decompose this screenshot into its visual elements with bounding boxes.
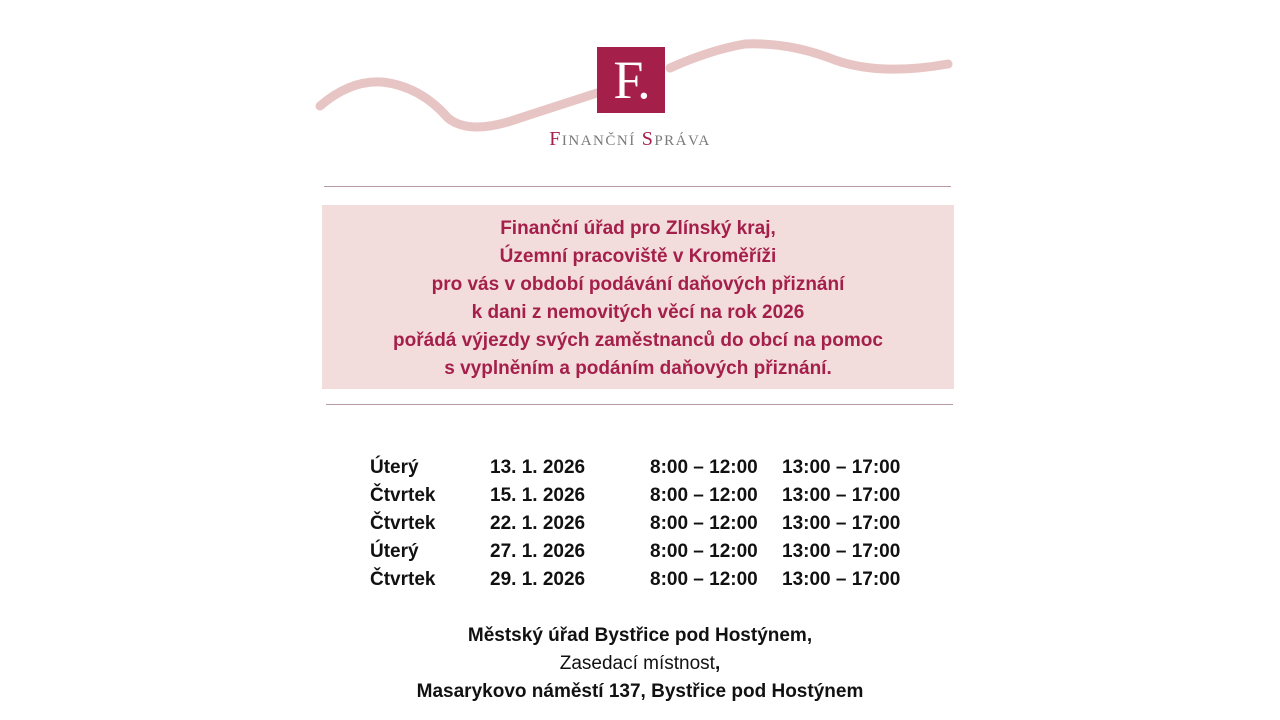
schedule-afternoon: 13:00 – 17:00 (782, 541, 901, 562)
schedule-row (370, 566, 900, 594)
org-name-initial-2: S (641, 128, 655, 150)
top-divider (324, 186, 951, 187)
location-block (340, 622, 940, 706)
schedule-morning: 8:00 – 12:00 (650, 541, 758, 562)
announcement-line: k dani z nemovitých věcí na rok 2026 (471, 302, 805, 323)
schedule-afternoon: 13:00 – 17:00 (782, 485, 901, 506)
schedule-day: Čtvrtek (370, 569, 436, 590)
schedule-morning: 8:00 – 12:00 (650, 569, 758, 590)
announcement-line: pořádá výjezdy svých zaměstnanců do obcí na pomoc (393, 330, 883, 351)
schedule-morning: 8:00 – 12:00 (650, 513, 758, 534)
schedule-row (370, 482, 900, 510)
location-address: Masarykovo náměstí 137, Bystřice pod Hostýnem (416, 681, 864, 702)
schedule-date: 22. 1. 2026 (490, 513, 586, 534)
schedule-date: 29. 1. 2026 (490, 569, 586, 590)
location-room-comma: , (714, 653, 721, 674)
logo-letter: F. (613, 50, 649, 110)
bottom-divider (326, 404, 953, 405)
schedule-afternoon: 13:00 – 17:00 (782, 569, 901, 590)
location-room: Zasedací místnost (559, 653, 715, 674)
org-name-word-1: INANČNÍ (561, 133, 636, 149)
organization-name (480, 128, 780, 151)
location-room-line (340, 650, 940, 678)
schedule-row (370, 510, 900, 538)
schedule-date: 15. 1. 2026 (490, 485, 586, 506)
financni-sprava-logo (597, 47, 665, 113)
schedule-date: 13. 1. 2026 (490, 457, 586, 478)
schedule-row (370, 538, 900, 566)
schedule-day: Úterý (370, 457, 419, 478)
schedule-morning: 8:00 – 12:00 (650, 485, 758, 506)
location-office: Městský úřad Bystřice pod Hostýnem, (467, 625, 813, 646)
schedule-day: Čtvrtek (370, 485, 436, 506)
schedule-day: Úterý (370, 541, 419, 562)
schedule-row (370, 454, 900, 482)
schedule-day: Čtvrtek (370, 513, 436, 534)
schedule-morning: 8:00 – 12:00 (650, 457, 758, 478)
announcement-line: s vyplněním a podáním daňových přiznání. (444, 358, 832, 379)
announcement-line: Územní pracoviště v Kroměříži (499, 246, 777, 267)
announcement-line: pro vás v období podávání daňových přiznání (431, 274, 845, 295)
schedule-afternoon: 13:00 – 17:00 (782, 457, 901, 478)
announcement-box (322, 205, 954, 389)
schedule-table (370, 454, 900, 594)
announcement-line: Finanční úřad pro Zlínský kraj, (500, 218, 776, 239)
schedule-afternoon: 13:00 – 17:00 (782, 513, 901, 534)
schedule-date: 27. 1. 2026 (490, 541, 586, 562)
org-name-word-2: PRÁVA (654, 133, 711, 149)
org-name-initial-1: F (549, 128, 562, 150)
